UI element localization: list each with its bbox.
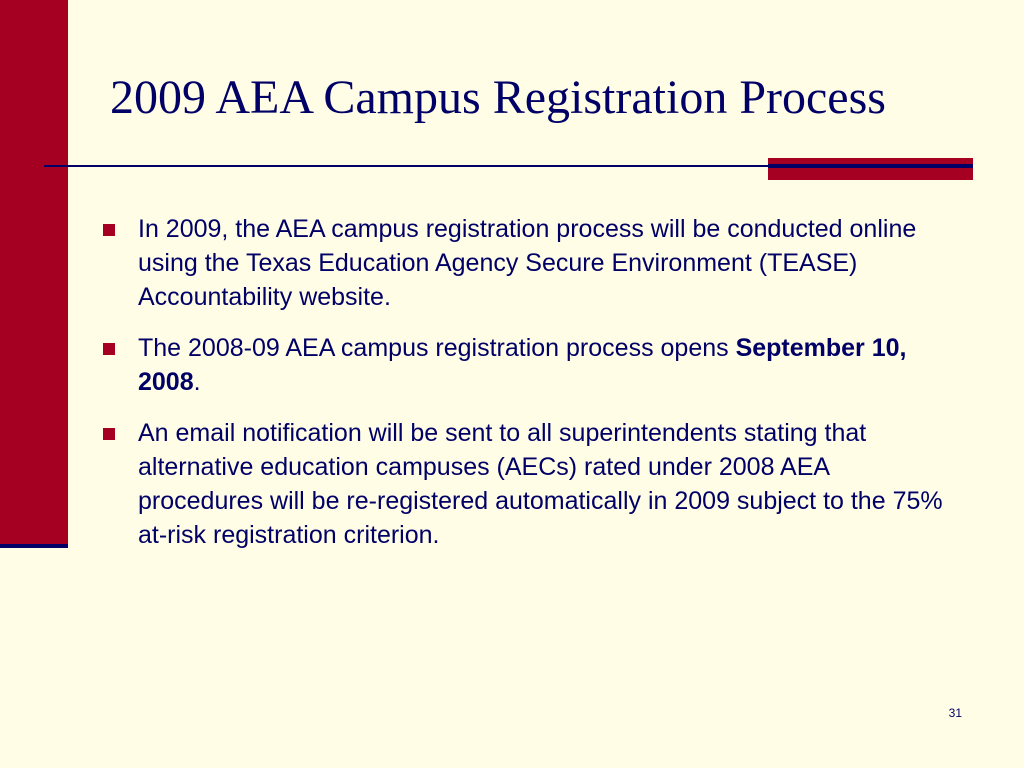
bullet-list [100,212,960,569]
bullet-item-email-notification [100,416,960,552]
page-number: 31 [948,706,962,720]
bullet-text: In 2009, the AEA campus registration process will be conducted online using the Texas Education Agency Secure Environment (TEASE) Accountability website. [138,215,917,311]
bullet-suffix: . [193,368,201,396]
slide-title: 2009 AEA Campus Registration Process [110,71,886,124]
square-bullet-icon [103,343,115,355]
bullet-item-registration-opens [100,331,960,399]
bullet-text: The 2008-09 AEA campus registration process opens [138,334,736,362]
title-accent-bar-bottom [768,168,973,180]
bullet-date: September 10, 2008 [138,334,907,396]
bullet-item-online-registration [100,212,960,314]
left-accent-bar [0,0,68,545]
left-accent-rule [0,544,68,548]
square-bullet-icon [103,428,115,440]
bullet-text: An email notification will be sent to all superintendents stating that alternative education campuses (AECs) rated under 2008 AEA procedures will be re-registered automatically in 2009 subject to the 75% at-risk registration criterion. [138,419,943,549]
square-bullet-icon [103,224,115,236]
